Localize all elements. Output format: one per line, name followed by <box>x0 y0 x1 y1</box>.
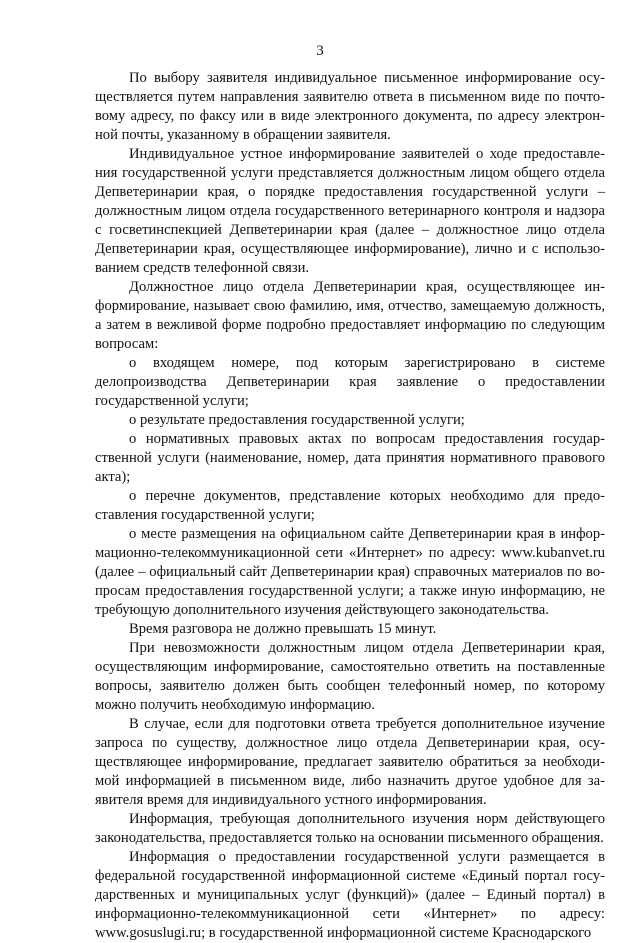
document-body <box>95 69 605 943</box>
paragraph-additional-study: В случае, если для подготовки ответа требуется дополнительное изучение запроса по существу, должностное лицо отдела Депветеринарии края, осуществляющее информирование, предлагает заявителю обратиться за необходимой информацией в письменном виде, либо назначить другое удобное для заявителя время для индивидуального устного информирования. <box>95 716 605 808</box>
list-item-service-result: о результате предоставления государственной услуги; <box>129 412 465 428</box>
paragraph-written-request-only: Информация, требующая дополнительного изучения норм действующего законодательства, предоставляется только на основании письменного обращения. <box>95 811 605 846</box>
paragraph-phone-referral: При невозможности должностным лицом отдела Депветеринарии края, осуществляющим информирование, самостоятельно ответить на поставленные вопросы, заявителю должен быть сообщен телефонный номер, по которому можно получить необходимую информацию. <box>95 640 605 713</box>
paragraph-call-duration: Время разговора не должно превышать 15 минут. <box>129 621 437 637</box>
paragraph-written-informing: По выбору заявителя индивидуальное письменное информирование осуществляется путем направления заявителю ответа в письменном виде по почтовому адресу, по факсу или в виде электронного документа, по адресу электронной почты, указанному в обращении заявителя. <box>95 70 605 143</box>
paragraph-unified-portal: Информация о предоставлении государственной услуги размещается в федеральной государственной информационной системе «Единый портал государственных и муниципальных услуг (функций)» (далее – Единый портал) в информационно-телекоммуникационной сети «Интернет» по адресу: www.gosuslugi.ru; в государственной информационной системе Краснодарского <box>95 849 605 941</box>
paragraph-oral-informing: Индивидуальное устное информирование заявителей о ходе предоставления государственной услуги представляется должностным лицом общего отдела Депветеринарии края, о порядке предоставления государственной услуги – должностным лицом отдела государственного ветеринарного контроля и надзора с госветинспекцией Депветеринарии края (далее – должностное лицо отдела Депветеринарии края, осуществляющее информирование), лично и с использованием средств телефонной связи. <box>95 146 605 276</box>
list-item-website-materials: о месте размещения на официальном сайте Депветеринарии края в информационно-телекоммуникационной сети «Интернет» по адресу: www.kubanvet.ru (далее – официальный сайт Депветеринарии края) справочных материалов по вопросам предоставления государственной услуги; а также иную информацию, не требующую дополнительного изучения действующего законодательства. <box>95 526 605 618</box>
page-number: 3 <box>316 43 324 59</box>
list-item-documents-list: о перечне документов, представление которых необходимо для предоставления государственной услуги; <box>95 488 605 523</box>
paragraph-official-introduces: Должностное лицо отдела Депветеринарии края, осуществляющее информирование, называет свою фамилию, имя, отчество, замещаемую должность, а затем в вежливой форме подробно предоставляет информацию по следующим вопросам: <box>95 279 605 352</box>
list-item-legal-acts: о нормативных правовых актах по вопросам предоставления государственной услуги (наименование, номер, дата принятия нормативного правового акта); <box>95 431 605 485</box>
list-item-incoming-number: о входящем номере, под которым зарегистрировано в системе делопроизводства Депветеринарии края заявление о предоставлении государственной услуги; <box>95 355 605 409</box>
